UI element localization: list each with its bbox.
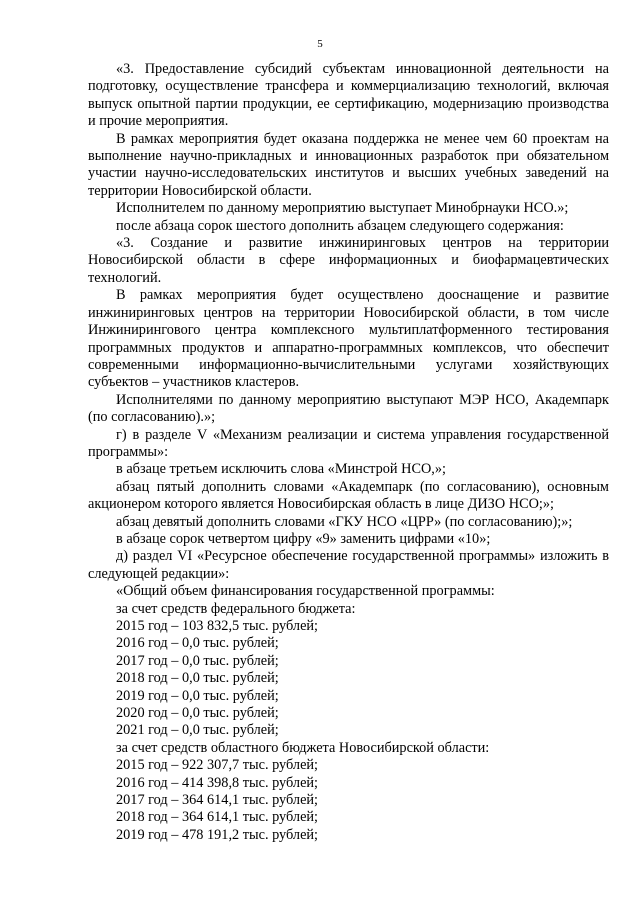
paragraph-fifth-abzac: абзац пятый дополнить словами «Академпарк (по согласованию), основным акционером которого является Новосибирская область в лице ДИЗО НСО;»; bbox=[88, 478, 609, 513]
list-item-federal-2020: 2020 год – 0,0 тыс. рублей; bbox=[116, 705, 279, 722]
paragraph-forty-fourth-abzac: в абзаце сорок четвертом цифру «9» заменить цифрами «10»; bbox=[116, 530, 491, 547]
page-number: 5 bbox=[317, 38, 323, 50]
paragraph-regional-budget-heading: за счет средств областного бюджета Новосибирской области: bbox=[116, 739, 490, 756]
paragraph-after-46th: после абзаца сорок шестого дополнить абзацем следующего содержания: bbox=[116, 217, 564, 234]
paragraph-executor-minobrnauki: Исполнителем по данному мероприятию выступает Минобрнауки НСО.»; bbox=[116, 200, 569, 217]
paragraph-support-60-projects: В рамках мероприятия будет оказана поддержка не менее чем 60 проектам на выполнение научно-прикладных и инновационных разработок при обязательном участии научно-исследовательских институтов и высших учебных заведений на территории Новосибирской области. bbox=[88, 130, 609, 199]
list-item-federal-2021: 2021 год – 0,0 тыс. рублей; bbox=[116, 722, 279, 739]
paragraph-engineering-centers-description: В рамках мероприятия будет осуществлено дооснащение и развитие инжиниринговых центров на территории Новосибирской области, в том числе Инжинирингового центра комплексного мультиплатформенного тестирования программных продуктов и аппаратно-программных комплексов, что обеспечит современными информационно-вычислительными услугами хозяйствующих субъектов – участников кластеров. bbox=[88, 287, 609, 391]
list-item-regional-2018: 2018 год – 364 614,1 тыс. рублей; bbox=[116, 809, 319, 826]
paragraph-third-abzac: в абзаце третьем исключить слова «Минстрой НСО,»; bbox=[116, 461, 447, 478]
paragraph-ninth-abzac: абзац девятый дополнить словами «ГКУ НСО «ЦРР» (по согласованию);»; bbox=[116, 513, 573, 530]
paragraph-section-v: г) в разделе V «Механизм реализации и система управления государственной программы»: bbox=[88, 426, 609, 460]
list-item-federal-2016: 2016 год – 0,0 тыс. рублей; bbox=[116, 635, 279, 652]
list-item-federal-2019: 2019 год – 0,0 тыс. рублей; bbox=[116, 687, 279, 704]
paragraph-federal-budget-heading: за счет средств федерального бюджета: bbox=[116, 600, 356, 617]
list-item-regional-2015: 2015 год – 922 307,7 тыс. рублей; bbox=[116, 757, 319, 774]
document-body bbox=[88, 61, 609, 844]
list-item-regional-2016: 2016 год – 414 398,8 тыс. рублей; bbox=[116, 774, 319, 791]
paragraph-engineering-centers-item-3: «3. Создание и развитие инжиниринговых центров на территории Новосибирской области в сфере информационных и биофармацевтических технологий. bbox=[88, 235, 609, 286]
list-item-regional-2019: 2019 год – 478 191,2 тыс. рублей; bbox=[116, 826, 319, 843]
list-item-federal-2018: 2018 год – 0,0 тыс. рублей; bbox=[116, 670, 279, 687]
list-item-federal-2017: 2017 год – 0,0 тыс. рублей; bbox=[116, 652, 279, 669]
paragraph-executors-mer-akadempark: Исполнителями по данному мероприятию выступают МЭР НСО, Академпарк (по согласованию).»; bbox=[88, 391, 609, 426]
paragraph-total-financing: «Общий объем финансирования государственной программы: bbox=[116, 583, 495, 600]
list-item-regional-2017: 2017 год – 364 614,1 тыс. рублей; bbox=[116, 792, 319, 809]
paragraph-section-vi: д) раздел VI «Ресурсное обеспечение государственной программы» изложить в следующей редакции»: bbox=[88, 548, 609, 582]
paragraph-subsidies-item-3: «3. Предоставление субсидий субъектам инновационной деятельности на подготовку, осуществление трансфера и коммерциализацию технологий, включая выпуск опытной партии продукции, ее сертификацию, модернизацию производства и прочие мероприятия. bbox=[88, 61, 609, 130]
list-item-federal-2015: 2015 год – 103 832,5 тыс. рублей; bbox=[116, 618, 319, 634]
